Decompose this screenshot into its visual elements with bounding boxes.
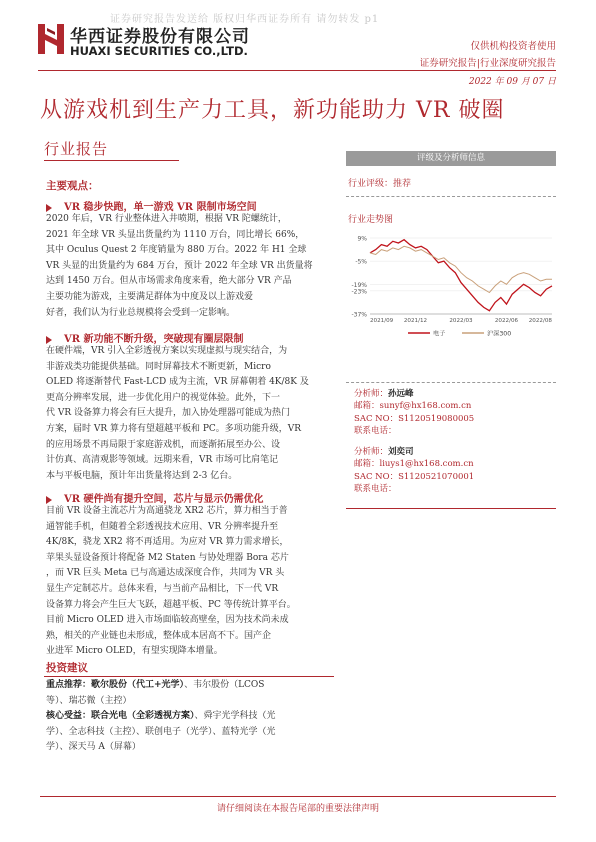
text-line: 业进军 Micro OLED，有望实现降本增量。: [46, 646, 223, 657]
point-title-3-text: VR 硬件尚有提升空间，芯片与显示仍需优化: [64, 494, 264, 505]
text-line: 主要功能为游戏，主要满足群体为中度及以上游戏爱: [46, 291, 254, 302]
investment-body: [46, 678, 334, 756]
point-title-3: [46, 490, 264, 505]
text-line: [46, 678, 334, 694]
text-line: 计仿真、高清观影等领域。远期来看，VR 市场可比肩笔记: [46, 455, 279, 466]
chart-lines: [370, 240, 552, 311]
report-date: 2022 年 09 月 07 日: [468, 77, 556, 87]
text-line: 设备算力将会产生巨大飞跃，超越平板、PC 等传统计算平台。: [46, 599, 296, 610]
legend-label: 沪深300: [487, 330, 512, 338]
y-tick-label: 9%: [357, 235, 367, 243]
text-line: 本与平板电脑，预计年出货量将达到 2-3 亿台。: [46, 470, 238, 481]
text-line: 通智能手机，但随着全彩透视技术应用、VR 分辨率提升至: [46, 521, 279, 532]
series-line-1: [370, 240, 552, 311]
industry-rating: 行业评级：推荐: [348, 179, 412, 189]
text-line: OLED 将逐渐替代 Fast-LCD 成为主流，VR 屏幕朝着 4K/8K 及: [46, 377, 309, 388]
text-line: 目前 Micro OLED 进入市场面临较高壁垒，因为技术尚未成: [46, 615, 289, 626]
huaxi-logo-icon: [38, 24, 64, 54]
legend-label: 电子: [433, 330, 446, 338]
point-title-1-text: VR 稳步快跑，单一游戏 VR 限制市场空间: [64, 202, 257, 213]
y-tick-label: -23%: [351, 288, 367, 296]
text-line: 等）、瑞芯微（主控）: [46, 695, 132, 706]
y-tick-label: -37%: [351, 311, 367, 319]
benefit-label: 核心受益：: [46, 711, 92, 722]
report-title: 从游戏机到生产力工具，新功能助力 VR 破圈: [40, 98, 505, 123]
y-tick-label: -19%: [351, 281, 367, 289]
text-line: 达到 1450 万台。但从市场需求角度来看，绝大部分 VR 产品: [46, 276, 292, 287]
analyst-card-1: [354, 388, 474, 438]
analyst-sac: SAC NO：S1120519080005: [354, 413, 475, 424]
x-tick-label: 2022/08: [528, 318, 552, 324]
text-line: ，而 VR 巨头 Meta 已与高通达成深度合作，共同为 VR 头: [46, 568, 285, 579]
analyst-label: 分析师：: [354, 447, 389, 457]
benefit-bold: 联合光电（全彩透视方案）: [91, 711, 195, 722]
x-tick-label: 2022/03: [449, 318, 473, 324]
analyst-email[interactable]: 邮箱：sunyf@hx168.com.cn: [354, 401, 472, 412]
analyst-name: 孙远峰: [388, 389, 414, 399]
text-line: VR 头显的出货量约为 684 万台，预计 2022 年全球 VR 出货量将: [46, 260, 313, 271]
report-type: 行业报告: [44, 140, 109, 158]
analyst-card-2: [354, 446, 474, 496]
point-title-1: [46, 198, 257, 213]
report-type-underline: [44, 160, 179, 161]
text-line: 方案，届时 VR 算力将有望超越平板和 PC。多项功能升级，VR: [46, 423, 302, 434]
text-line: 代 VR 设备算力将会有巨大提升，加入协处理器可能成为热门: [46, 408, 290, 419]
y-tick-label: -5%: [355, 258, 367, 266]
text-line: 好者，我们认为行业总规模将会受到一定影响。: [46, 307, 236, 318]
focus-label: 重点推荐：: [46, 680, 92, 690]
text-line: 苹果头显设备预计将配备 M2 Staten 与协处理器 Bora 芯片: [46, 552, 289, 563]
point-body-3: [46, 504, 331, 660]
bullet-triangle-icon: [46, 336, 52, 344]
text-line: 显生产定制芯片。总体来看，与当前产品相比，下一代 VR: [46, 583, 279, 594]
analyst-name: 刘奕司: [388, 447, 414, 457]
text-line: 非游戏类功能提供基础。同时屏幕技术不断更新，Micro: [46, 361, 271, 372]
chart-legend: [408, 330, 511, 338]
company-name-cn: 华西证券股份有限公司: [70, 27, 250, 47]
text-line: 目前 VR 设备主流芯片为高通骁龙 XR2 芯片，算力相当于普: [46, 506, 288, 516]
point-body-2: [46, 344, 331, 484]
analyst-phone: 联系电话：: [354, 426, 397, 437]
sidebar-dash-divider: [346, 382, 556, 383]
investment-divider: [44, 676, 334, 677]
sidebar-header: 评级及分析师信息: [346, 151, 556, 166]
text-line: 熟，相关的产业链也未形成，整体成本居高不下。国产企: [46, 630, 272, 641]
analyst-phone: 联系电话：: [354, 484, 397, 495]
analyst-email[interactable]: 邮箱：liuys1@hx168.com.cn: [354, 459, 474, 470]
point-title-2-text: VR 新功能不断升级，突破现有圈层限制: [64, 334, 244, 345]
text-line: 其中 Oculus Quest 2 年度销量为 880 万台。2022 年 H1 全球: [46, 245, 307, 256]
company-name-en: HUAXI SECURITIES CO.,LTD.: [70, 44, 248, 58]
investment-heading: 投资建议: [46, 662, 88, 674]
point-body-1: [46, 212, 331, 321]
sidebar-dash-divider: [346, 196, 556, 197]
header-divider: [38, 70, 556, 71]
text-line: 4K/8K，骁龙 XR2 将不再适用。为应对 VR 算力需求增长，: [46, 537, 289, 548]
text-line: 在硬件端，VR 引入全彩透视方案以实现虚拟与现实结合，为: [46, 346, 288, 356]
sidebar-header-box: [346, 151, 556, 166]
text-line: 学）、深天马 A（屏幕）: [46, 742, 141, 753]
audience-tag: 仅供机构投资者使用: [470, 41, 556, 52]
chart-y-ticks: [351, 236, 367, 319]
bullet-triangle-icon: [46, 204, 52, 212]
x-tick-label: 2022/06: [494, 318, 519, 324]
text-line: 更高分辨率发展，进一步优化用户的视觉体验。此外，下一: [46, 392, 281, 403]
analyst-label: 分析师：: [354, 389, 389, 399]
text-line: 学）、全志科技（主控）、联创电子（光学）、蓝特光学（光: [46, 726, 276, 737]
trend-chart-label: 行业走势图: [348, 215, 394, 225]
watermark-text: 证券研究报告发送给 版权归华西证券所有 请勿转发 p1: [110, 14, 380, 25]
bullet-triangle-icon: [46, 496, 52, 504]
report-categories: 证券研究报告|行业深度研究报告: [419, 58, 556, 69]
focus-bold: 歌尔股份（代工+光学）: [91, 680, 185, 690]
main-points-heading: 主要观点：: [46, 180, 99, 192]
industry-trend-chart: [346, 232, 556, 377]
text-line: 的应用场景不再局限于家庭游戏机，而逐渐拓展至办公、设: [46, 439, 281, 450]
x-tick-label: 2021/09: [370, 318, 394, 324]
sidebar-bottom-divider: [346, 508, 556, 509]
analyst-name-line: [354, 388, 474, 400]
analyst-name-line: [354, 446, 474, 458]
chart-x-ticks: [370, 318, 552, 324]
focus-text: 、韦尔股份（LCOS: [184, 680, 265, 690]
legal-disclaimer-note[interactable]: 请仔细阅读在本报告尾部的重要法律声明: [216, 804, 379, 814]
footer-divider: [40, 796, 556, 797]
text-line: 2020 年后，VR 行业整体进入井喷期，根据 VR 陀螺统计，: [46, 214, 287, 224]
text-line: [46, 709, 334, 725]
benefit-text: 、舜宇光学科技（光: [194, 711, 276, 722]
text-line: 2021 年全球 VR 头显出货量约为 1110 万台，同比增长 66%，: [46, 229, 305, 240]
x-tick-label: 2021/12: [403, 318, 428, 324]
analyst-sac: SAC NO：S1120521070001: [354, 471, 475, 482]
point-title-2: [46, 330, 244, 345]
